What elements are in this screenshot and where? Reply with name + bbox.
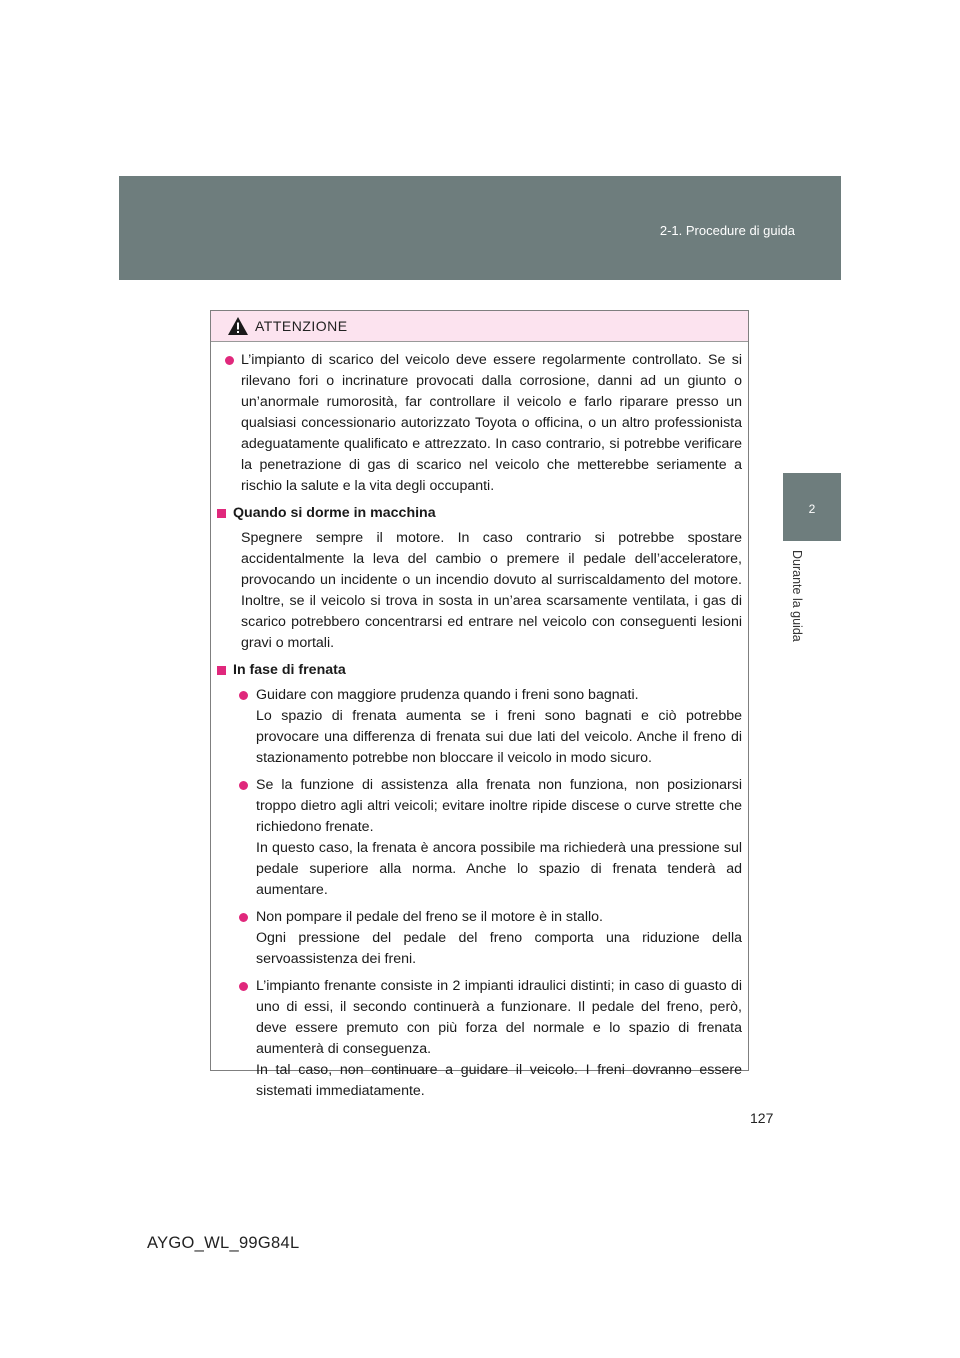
chapter-number: 2 [808, 502, 816, 516]
bullet-line: L’impianto frenante consiste in 2 impianti idraulici distinti; in caso di guasto di uno di essi, il secondo continuerà a funzionare. Il pedale del freno, però, deve essere premuto con più forza del normale e lo spazio di frenata aumenterà di conseguenza. [256, 978, 742, 1057]
list-item [217, 685, 742, 769]
header-band [119, 176, 841, 280]
warning-header [211, 311, 748, 342]
square-bullet-icon [217, 666, 226, 675]
bullet-text [256, 976, 742, 1102]
section-heading [217, 503, 742, 524]
bullet-text [256, 907, 742, 970]
bullet-line: Se la funzione di assistenza alla frenata non funziona, non posizionarsi troppo dietro agli altri veicoli; evitare inoltre ripide discese o curve strette che richiedono frenate. [256, 777, 742, 835]
bullet-line: In tal caso, non continuare a guidare il veicolo. I freni dovranno essere sistemati immediatamente. [256, 1062, 742, 1099]
bullet-icon [239, 982, 248, 991]
warning-box [210, 310, 749, 1099]
section-heading-text: Quando si dorme in macchina [233, 505, 436, 521]
square-bullet-icon [217, 509, 226, 518]
footer-code: AYGO_WL_99G84L [147, 1234, 300, 1252]
section-heading-text: In fase di frenata [233, 662, 346, 678]
bullet-icon [239, 691, 248, 700]
warning-body [211, 342, 748, 1102]
bullet-line: Ogni pressione del pedale del freno comporta una riduzione della servoassistenza dei freni. [256, 930, 742, 967]
chapter-tab [783, 473, 841, 541]
bullet-icon [239, 781, 248, 790]
section-title: 2-1. Procedure di guida [659, 223, 795, 238]
bullet-line: Guidare con maggiore prudenza quando i freni sono bagnati. [256, 687, 639, 703]
bullet-icon [239, 913, 248, 922]
bullet-text: L’impianto di scarico del veicolo deve essere regolarmente controllato. Se si rilevano fori o incrinature provocati dalla corrosione, danni ad un giunto o un’anormale rumorosità, far controllare il veicolo e farlo riparare presso un qualsiasi concessionario autorizzato Toyota o officina, o un altro professionista adeguatamente qualificato e attrezzato. In caso contrario, si potrebbe verificare la penetrazione di gas di scarico nel veicolo che metterebbe seriamente a rischio la salute e la vita degli occupanti. [241, 352, 742, 494]
section-heading [217, 660, 742, 681]
bullet-line: Non pompare il pedale del freno se il motore è in stallo. [256, 909, 603, 925]
list-item [217, 350, 742, 497]
bullet-icon [225, 356, 234, 365]
bullet-line: In questo caso, la frenata è ancora possibile ma richiederà una pressione sul pedale superiore alla norma. Anche lo spazio di frenata tenderà ad aumentare. [256, 840, 742, 898]
list-item [217, 775, 742, 901]
warning-triangle-icon [227, 316, 249, 336]
list-item [217, 976, 742, 1102]
warning-title: ATTENZIONE [255, 318, 348, 334]
page-number: 127 [750, 1110, 774, 1126]
bullet-text [256, 775, 742, 901]
bullet-line: Lo spazio di frenata aumenta se i freni sono bagnati e ciò potrebbe provocare una differenza di frenata sui due lati del veicolo. Anche il freno di stazionamento potrebbe non bloccare il veicolo in modo sicuro. [256, 708, 742, 766]
list-item [217, 907, 742, 970]
chapter-title: Durante la guida [790, 550, 804, 642]
section-paragraph: Spegnere sempre il motore. In caso contrario si potrebbe spostare accidentalmente la leva del cambio o premere il pedale dell’acceleratore, provocando un incidente o un incendio dovuto al surriscaldamento del motore. Inoltre, se il veicolo si trova in sosta in un’area scarsamente ventilata, i gas di scarico potrebbero concentrarsi ed entrare nel veicolo con conseguenti lesioni gravi o mortali. [241, 530, 742, 651]
bullet-text [256, 685, 742, 769]
